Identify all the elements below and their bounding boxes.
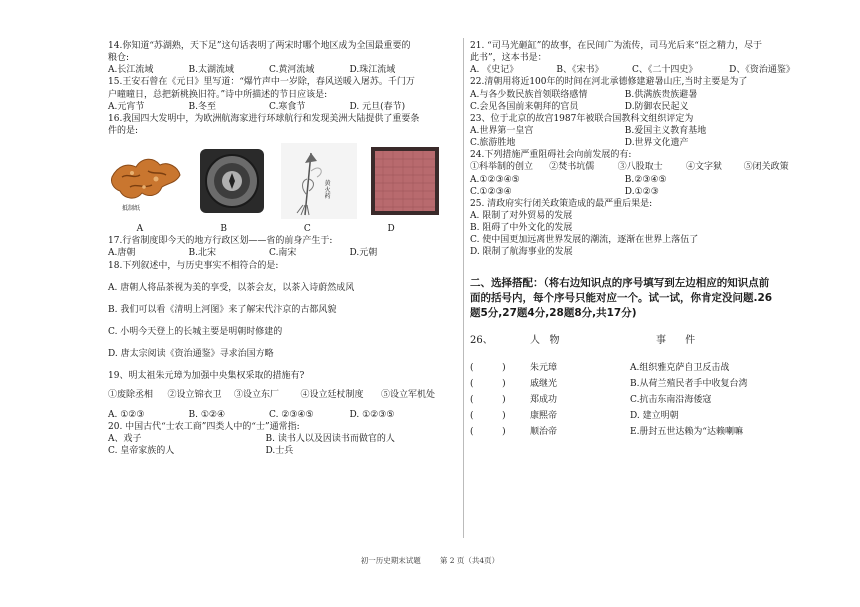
q23-option-b: B.爱国主义教育基地 (624, 125, 707, 136)
question-15 (108, 76, 458, 112)
q18-stem: 18.下列叙述中，与历史事实不相符合的是: (108, 260, 279, 271)
q19-option-c: C. ②③④⑤ (269, 409, 314, 420)
q21-option-c: C、《二十四史》 (631, 65, 698, 76)
q17-option-c: C.南宋 (269, 248, 297, 259)
section-2-title-line3: 题5分,27题4分,28题8分,共17分) (470, 306, 637, 319)
q21-stem-line1: 21. “司马光砸缸”的故事，在民间广为流传，司马光后来“臣之精力，尽于 (470, 41, 762, 51)
question-25 (470, 198, 830, 259)
q24-item-5: ⑤闭关政策 (743, 162, 789, 173)
question-24 (470, 149, 830, 198)
q25-option-a: A. 限制了对外贸易的发展 (470, 210, 573, 221)
q22-options-row1 (470, 89, 830, 101)
q26-header (470, 334, 830, 348)
movable-type-image (108, 143, 184, 219)
q23-stem: 23、位于北京的故宫1987年被联合国教科文组织评定为 (470, 113, 694, 124)
q14-options (108, 64, 458, 76)
q14-option-a: A.长江流域 (108, 65, 154, 76)
q18-option-a: A. 唐朝人将品茶视为美的享受，以茶会友，以茶入诗蔚然成风 (108, 282, 355, 293)
q26-event-d: D. 建立明朝 (630, 411, 679, 422)
q16-stem-line2: 件的是: (108, 125, 139, 136)
q26-person-1: 朱元璋 (530, 362, 558, 373)
q19-option-d: D. ①②③⑤ (349, 409, 395, 420)
q26-person-3: 郑成功 (530, 394, 558, 405)
q18-option-b: B. 我们可以看《清明上河图》来了解宋代汴京的古都风貌 (108, 304, 337, 315)
q26-col-events: 事 件 (656, 335, 696, 347)
question-17 (108, 235, 458, 259)
q22-option-a: A.与各少数民族首领联络感情 (470, 89, 588, 100)
q16-image-labels (108, 223, 443, 235)
q21-option-d: D、《资治通鉴》 (729, 65, 795, 76)
q19-option-b: B. ①②④ (188, 409, 226, 420)
q26-answer-blank-4[interactable]: ( ) (470, 411, 506, 422)
q19-item-3: ③设立东厂 (234, 390, 280, 401)
q19-item-2: ②设立锦衣卫 (167, 390, 222, 401)
q26-answer-blank-5[interactable]: ( ) (470, 427, 506, 438)
q26-person-5: 顺治帝 (530, 427, 558, 438)
q18-option-c: C. 小明今天登上的长城主要是明朝时修建的 (108, 326, 283, 337)
q22-option-b: B.供满族贵族避暑 (624, 89, 698, 100)
q23-options-row2 (470, 137, 830, 149)
q26-row-2 (470, 378, 830, 390)
q21-option-b: B、《宋书》 (556, 65, 604, 76)
q16-label-d: D (387, 224, 395, 235)
column-divider (463, 38, 464, 538)
q16-images (108, 143, 443, 221)
q26-row-5 (470, 426, 830, 438)
question-26 (470, 334, 830, 438)
q26-col-people: 人 物 (530, 335, 560, 347)
q22-option-d: D.防御农民起义 (624, 101, 689, 112)
q19-item-1: ①废除丞相 (108, 390, 154, 401)
q26-event-e: E.册封五世达赖为“达赖喇嘛 (630, 427, 744, 438)
q24-items (470, 161, 830, 173)
gunpowder-arrow-image (281, 143, 357, 219)
q14-option-c: C.黄河流域 (269, 65, 315, 76)
q25-option-b: B. 阻碍了中外文化的发展 (470, 223, 573, 234)
question-16 (108, 113, 458, 235)
q16-label-b: B (220, 224, 227, 235)
q24-item-4: ④文字狱 (685, 162, 722, 173)
q16-image-c-caption: 黄火药 (324, 180, 331, 201)
q26-row-3 (470, 394, 830, 406)
q19-options (108, 409, 458, 421)
q17-options (108, 247, 458, 259)
q15-option-c: C.寒食节 (269, 101, 306, 112)
q19-items (108, 389, 458, 401)
q26-person-4: 康熙帝 (530, 411, 558, 422)
section-2-title-line2: 面的括号内，每个序号只能对应一个。试一试，你肯定没问题.26 (470, 291, 773, 304)
section-2-heading (470, 276, 830, 322)
q26-number: 26、 (470, 335, 493, 347)
q18-option-d: D. 唐太宗阅读《资治通鉴》寻求治国方略 (108, 349, 274, 360)
q21-options (470, 64, 830, 76)
q14-stem-line1: 14.你知道“苏湖熟，天下足”这句话表明了两宋时哪个地区成为全国最重要的 (108, 41, 411, 51)
q15-options (108, 101, 458, 113)
q26-event-c: C.抗击东南沿海倭寇 (630, 394, 712, 405)
q24-item-1: ①科举制的创立 (470, 162, 534, 173)
q26-row-4 (470, 410, 830, 422)
q19-item-5: ⑤设立军机处 (381, 390, 436, 401)
q17-option-b: B.北宋 (188, 248, 216, 259)
q24-option-a: A.①②③④⑤ (470, 174, 520, 185)
question-18 (108, 260, 458, 361)
question-21 (470, 40, 830, 76)
q16-label-c: C (303, 224, 311, 235)
q23-option-d: D.世界文化遗产 (624, 138, 689, 149)
q17-option-d: D.元朝 (349, 248, 378, 259)
q24-option-d: D.①②③ (624, 186, 659, 197)
q20-option-b: B. 读书人以及因读书而做官的人 (265, 433, 395, 444)
q19-stem: 19、明太祖朱元璋为加强中央集权采取的措施有? (108, 371, 305, 382)
q26-event-a: A.组织雅克萨自卫反击战 (630, 362, 730, 373)
q14-option-b: B.太湖流域 (188, 65, 234, 76)
q22-options-row2 (470, 101, 830, 113)
right-column (470, 40, 830, 438)
q16-image-a-caption: 抵制纸 (122, 205, 141, 213)
q23-options-row1 (470, 125, 830, 137)
q24-stem: 24.下列措施严重阻碍社会向前发展的有: (470, 150, 632, 161)
q24-item-3: ③八股取士 (617, 162, 663, 173)
q20-option-c: C. 皇帝家族的人 (108, 445, 175, 456)
paper-image (367, 143, 443, 219)
q20-options-row2 (108, 445, 458, 457)
q23-option-a: A.世界第一皇宫 (470, 125, 534, 136)
q25-option-c: C. 使中国更加远离世界发展的潮流，逐渐在世界上落伍了 (470, 235, 699, 246)
q15-option-d: D. 元旦(春节) (349, 101, 406, 112)
q15-stem-line2: 户曈曈日，总把新桃换旧符。”诗中所描述的节日应该是: (108, 89, 328, 100)
q19-option-a: A. ①②③ (108, 409, 145, 420)
q25-option-d: D. 限制了航海事业的发展 (470, 247, 573, 258)
q15-stem-line1: 15.王安石曾在《元日》里写道：“爆竹声中一岁除，春风送暖入屠苏。千门万 (108, 77, 415, 88)
question-23 (470, 113, 830, 149)
q14-option-d: D.珠江流域 (349, 65, 396, 76)
question-14 (108, 40, 458, 76)
question-22 (470, 76, 830, 112)
q26-answer-blank-2[interactable]: ( ) (470, 378, 506, 389)
q16-label-a: A (136, 224, 144, 235)
q19-item-4: ④设立廷杖制度 (300, 390, 364, 401)
q26-answer-blank-1[interactable]: ( ) (470, 362, 506, 373)
q24-option-c: C.①②③④ (470, 186, 512, 197)
q26-event-b: B.从荷兰殖民者手中收复台湾 (630, 378, 748, 389)
q22-stem: 22.清朝用将近100年的时间在河北承德修建避暑山庄,当时主要是为了 (470, 77, 748, 88)
q17-option-a: A.唐朝 (108, 248, 136, 259)
q21-stem-line2: 此书”，这本书是： (470, 53, 547, 64)
q26-person-2: 戚继光 (530, 378, 558, 389)
q14-stem-line2: 粮仓: (108, 53, 130, 64)
q20-options-row1 (108, 433, 458, 445)
left-column (108, 40, 458, 457)
q24-option-b: B.②③④⑤ (624, 174, 667, 185)
q25-stem: 25. 清政府实行闭关政策造成的最严重后果是: (470, 198, 653, 209)
section-2-title-line1: 二、选择搭配：（将右边知识点的序号填写到左边相应的知识点前 (470, 276, 770, 289)
q15-option-b: B.冬至 (188, 101, 216, 112)
q24-item-2: ②焚书坑儒 (549, 162, 595, 173)
page-footer: 初一历史期末试题 第 2 页（共4页） (360, 556, 500, 565)
q23-option-c: C.旅游胜地 (470, 138, 516, 149)
q15-option-a: A.元宵节 (108, 101, 145, 112)
question-20 (108, 421, 458, 457)
q17-stem: 17.行省制度即今天的地方行政区划——省的前身产生于: (108, 236, 333, 247)
q26-row-1 (470, 362, 830, 374)
compass-image (194, 143, 270, 219)
question-19 (108, 370, 458, 420)
q20-stem: 20. 中国古代“士农工商”四类人中的“士”通常指: (108, 421, 300, 432)
q26-answer-blank-3[interactable]: ( ) (470, 394, 506, 405)
q24-options-row2 (470, 186, 830, 198)
q24-options-row1 (470, 174, 830, 186)
q16-stem-line1: 16.我国四大发明中，为欧洲航海家进行环球航行和发现美洲大陆提供了重要条 (108, 113, 420, 124)
q20-option-d: D.士兵 (265, 445, 294, 456)
q20-option-a: A、戏子 (108, 433, 142, 444)
q22-option-c: C.会见各国前来朝拜的官员 (470, 101, 579, 112)
q21-option-a: A. 《史记》 (470, 65, 519, 76)
